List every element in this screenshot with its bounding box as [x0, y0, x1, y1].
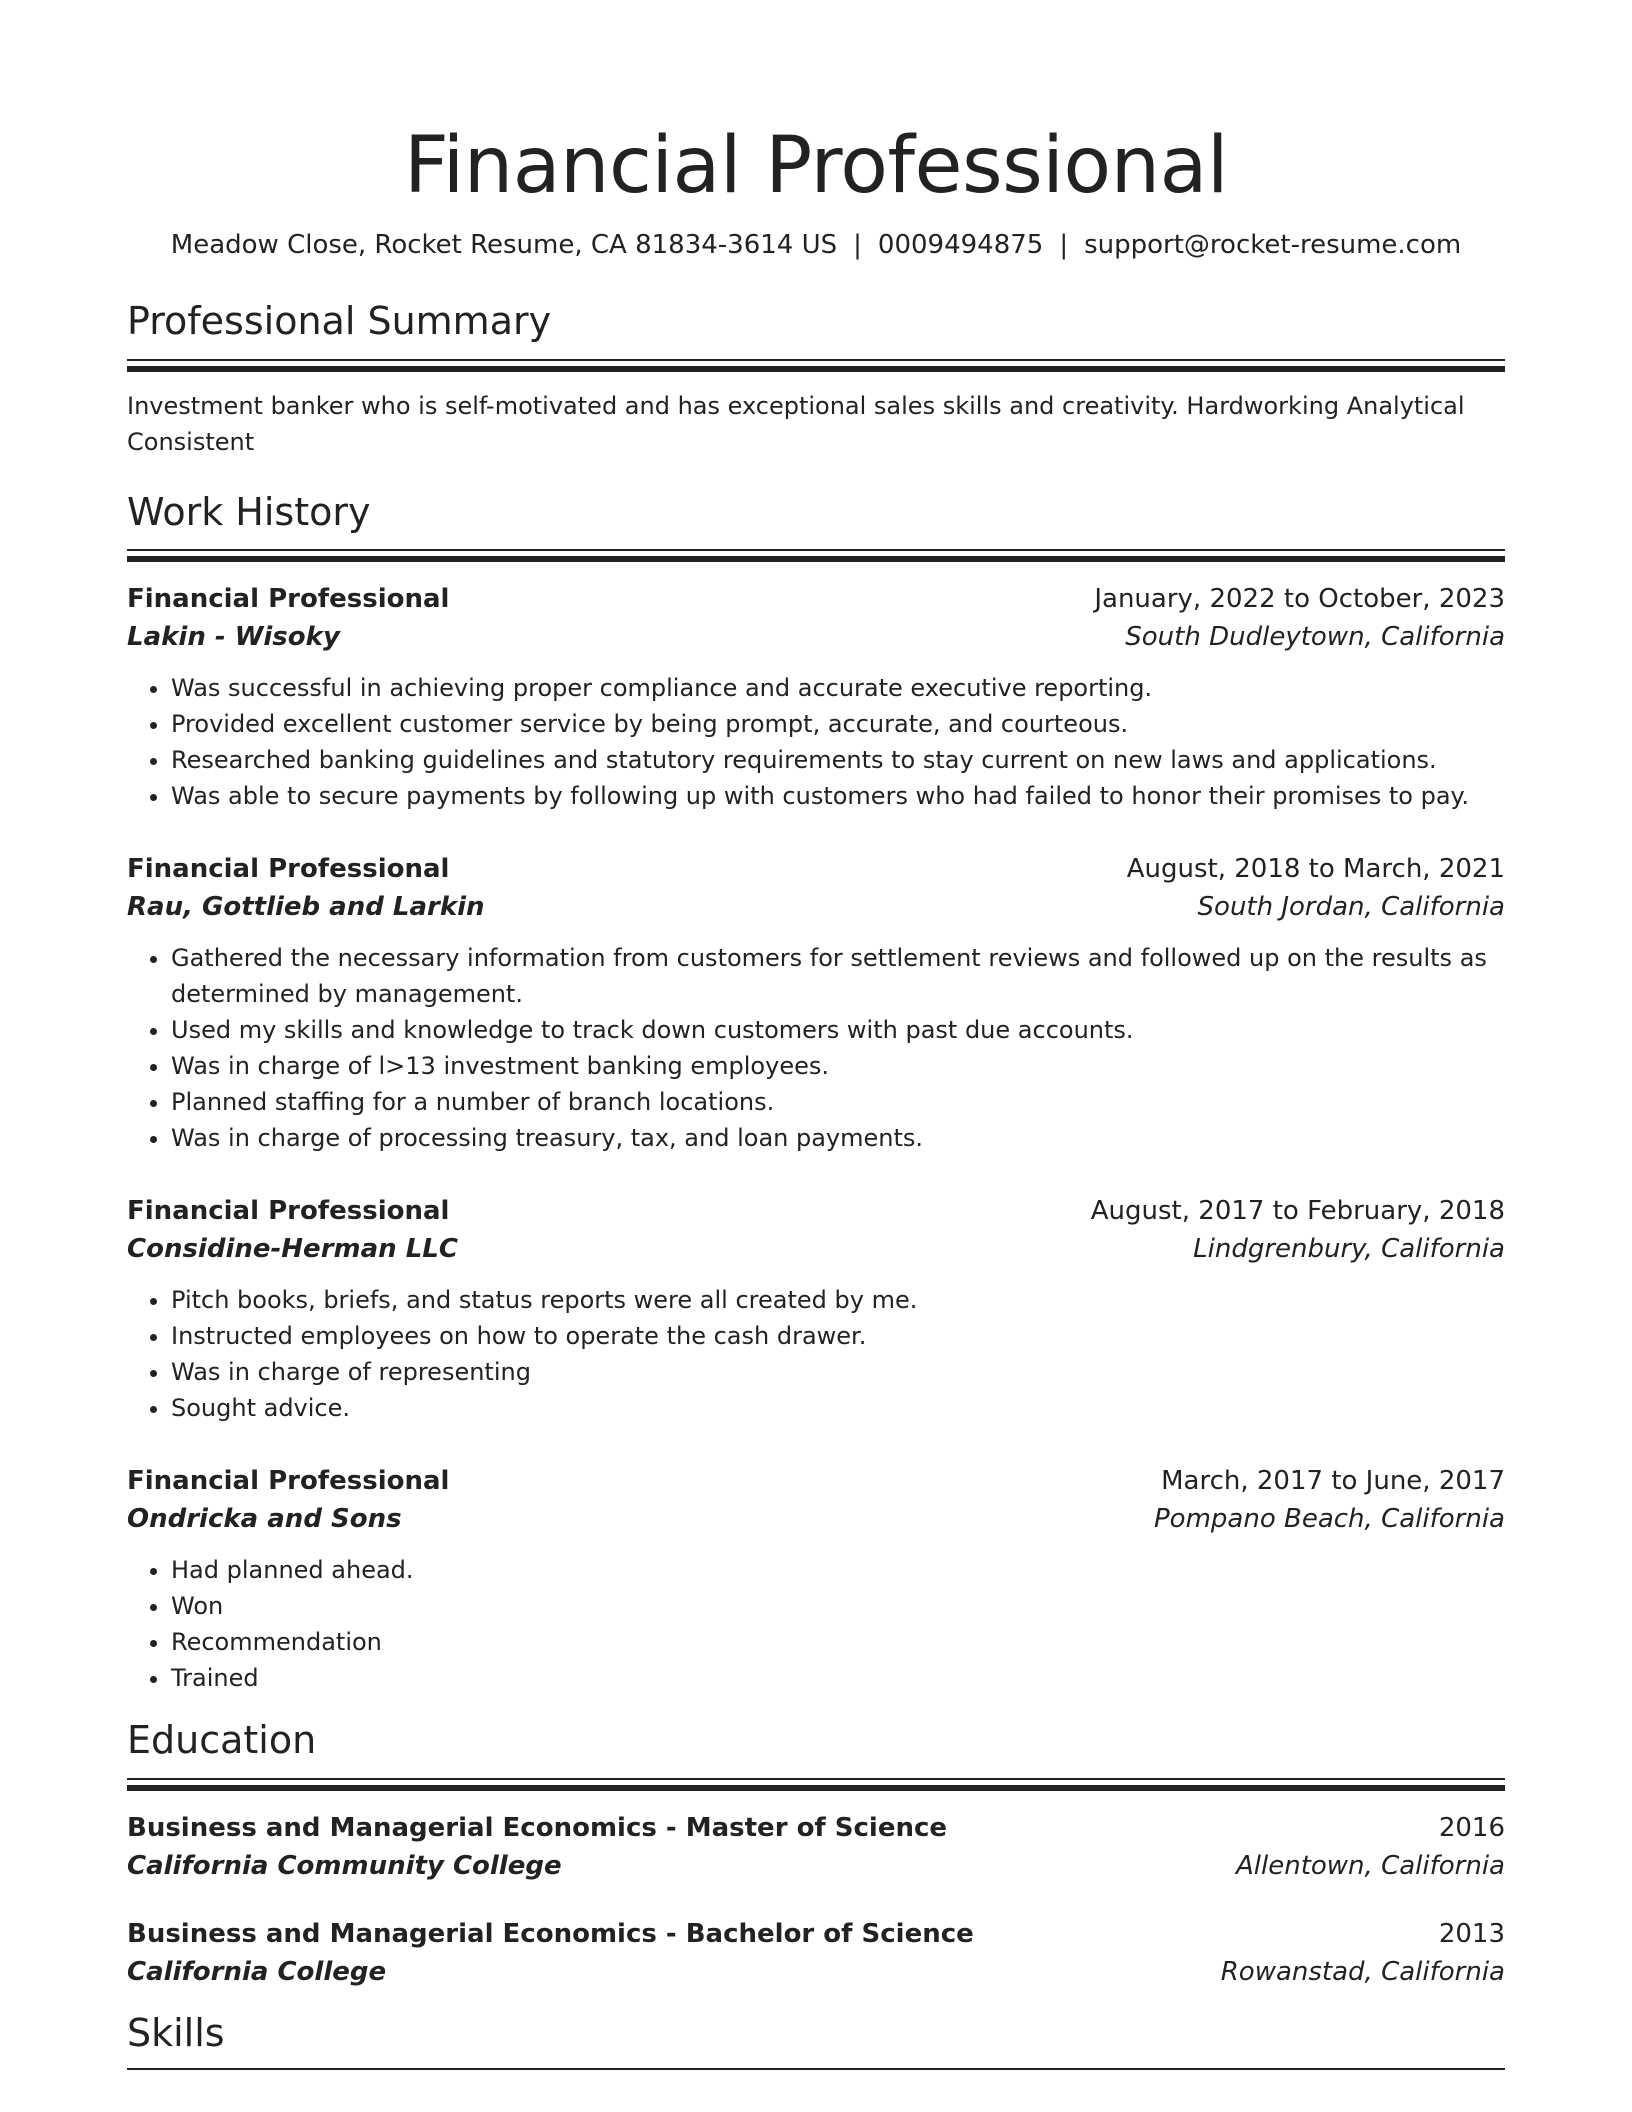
education-degree: Business and Managerial Economics - Master of Science: [127, 1812, 948, 1843]
job-bullet: • Was in charge of representing: [171, 1354, 1505, 1390]
education-year: 2016: [1438, 1812, 1505, 1843]
candidate-name: Financial Professional: [403, 121, 1229, 211]
job-bullet: • Gathered the necessary information from customers for settlement reviews and followed up on the results as determined by management.: [171, 940, 1505, 1012]
job-company: Considine-Herman LLC: [127, 1234, 458, 1265]
education-degree: Business and Managerial Economics - Bachelor of Science: [127, 1918, 974, 1949]
job-company: Rau, Gottlieb and Larkin: [127, 892, 485, 923]
job-dates: August, 2017 to February, 2018: [1090, 1196, 1505, 1227]
summary-text: Investment banker who is self-motivated and has exceptional sales skills and creativity. Hardworking Analytical Consistent: [127, 391, 1465, 456]
job-entry: [127, 850, 1505, 1156]
job-bullet: • Used my skills and knowledge to track down customers with past due accounts.: [171, 1012, 1505, 1048]
job-entry: [127, 1192, 1505, 1426]
job-company: Lakin - Wisoky: [127, 622, 340, 653]
education-entry: [127, 1809, 1505, 1885]
education-location: Rowanstad, California: [1220, 1956, 1505, 1987]
job-bullet: • Pitch books, briefs, and status reports were all created by me.: [171, 1282, 1505, 1318]
education-entry: [127, 1915, 1505, 1991]
job-bullet: • Was in charge of l>13 investment banking employees.: [171, 1048, 1505, 1084]
job-title: Financial Professional: [127, 584, 450, 615]
contact-line: [127, 230, 1505, 261]
section-divider: [127, 549, 1505, 562]
job-bullets: [127, 1552, 1505, 1696]
education-year: 2013: [1438, 1918, 1505, 1949]
contact-email: support@rocket-resume.com: [1084, 229, 1462, 260]
education-school: California College: [127, 1956, 387, 1987]
job-dates: August, 2018 to March, 2021: [1126, 854, 1505, 885]
section-divider: [127, 359, 1505, 372]
job-bullet: • Researched banking guidelines and statutory requirements to stay current on new laws and applications.: [171, 742, 1505, 778]
job-title: Financial Professional: [127, 1196, 450, 1227]
job-bullet: • Was able to secure payments by following up with customers who had failed to honor their promises to pay.: [171, 778, 1505, 814]
summary-heading: Professional Summary: [127, 298, 552, 343]
job-bullet: • Recommendation: [171, 1624, 1505, 1660]
contact-phone: 0009494875: [877, 229, 1044, 260]
job-bullet: • Won: [171, 1588, 1505, 1624]
job-bullet: • Trained: [171, 1660, 1505, 1696]
job-dates: March, 2017 to June, 2017: [1161, 1466, 1505, 1497]
summary-section: [127, 299, 1505, 460]
job-entry: [127, 580, 1505, 814]
job-bullet: • Had planned ahead.: [171, 1552, 1505, 1588]
job-dates: January, 2022 to October, 2023: [1094, 584, 1505, 615]
job-bullets: [127, 940, 1505, 1156]
job-bullet: • Was successful in achieving proper compliance and accurate executive reporting.: [171, 670, 1505, 706]
job-location: Lindgrenbury, California: [1193, 1234, 1505, 1265]
job-bullets: [127, 670, 1505, 814]
job-entry: [127, 1462, 1505, 1696]
work-history-section: [127, 490, 1505, 1697]
job-location: South Jordan, California: [1197, 892, 1505, 923]
education-school: California Community College: [127, 1850, 562, 1881]
job-bullet: • Provided excellent customer service by being prompt, accurate, and courteous.: [171, 706, 1505, 742]
job-bullet: • Sought advice.: [171, 1390, 1505, 1426]
section-divider: [127, 1778, 1505, 1791]
job-company: Ondricka and Sons: [127, 1504, 402, 1535]
education-section: [127, 1718, 1505, 1991]
job-bullet: • Instructed employees on how to operate the cash drawer.: [171, 1318, 1505, 1354]
job-bullet: • Was in charge of processing treasury, tax, and loan payments.: [171, 1120, 1505, 1156]
job-location: Pompano Beach, California: [1154, 1504, 1505, 1535]
contact-address: Meadow Close, Rocket Resume, CA 81834-3614 US: [170, 229, 838, 260]
work-history-heading: Work History: [127, 489, 371, 534]
job-location: South Dudleytown, California: [1125, 622, 1505, 653]
education-location: Allentown, California: [1235, 1850, 1505, 1881]
section-divider: [127, 2068, 1505, 2070]
contact-separator: |: [1059, 229, 1069, 260]
job-bullets: [127, 1282, 1505, 1426]
job-title: Financial Professional: [127, 854, 450, 885]
contact-separator: |: [853, 229, 862, 260]
job-title: Financial Professional: [127, 1466, 450, 1497]
skills-section: [127, 2011, 1505, 2071]
job-bullet: • Planned staffing for a number of branch locations.: [171, 1084, 1505, 1120]
skills-heading: Skills: [127, 2010, 225, 2055]
education-heading: Education: [127, 1718, 317, 1763]
